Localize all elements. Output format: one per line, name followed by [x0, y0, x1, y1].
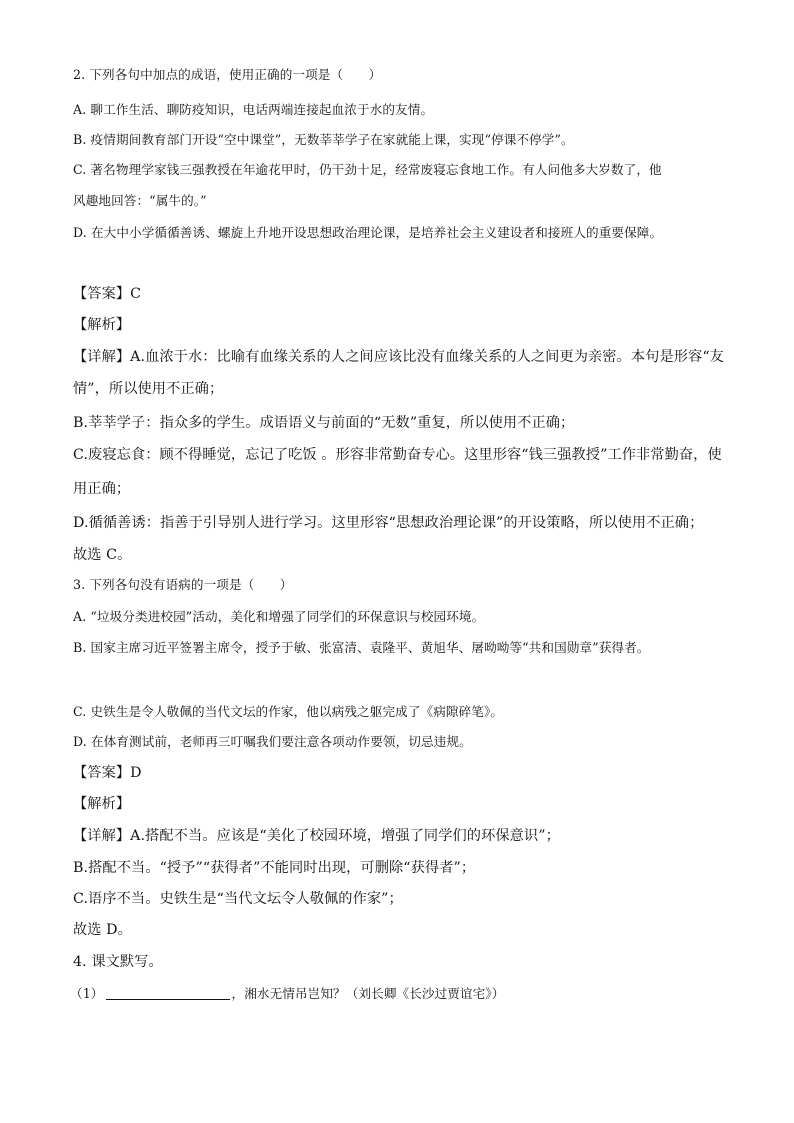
q2-option-c-line1: C. 著名物理学家钱三强教授在年逾花甲时，仍干劲十足，经常废寝忘食地工作。有人问他多大岁数了，他	[73, 162, 662, 177]
q4-item-1-number: （1）	[70, 986, 104, 1001]
q2-detail-line1: 【详解】A.血浓于水：比喻有血缘关系的人之间应该比没有血缘关系的人之间更为亲密。本句是形容“友	[73, 349, 724, 365]
q3-analysis-label: 【解析】	[73, 796, 131, 812]
q2-detail-line6: D.循循善诱：指善于引导别人进行学习。这里形容“思想政治理论课”的开设策略，所以使用不正确；	[73, 515, 704, 531]
q3-title: 3. 下列各句没有语病的一项是（ ）	[73, 577, 293, 592]
q3-detail-line2: B.搭配不当。“授予”“获得者”不能同时出现，可删除“获得者”；	[73, 860, 476, 876]
q2-detail-line5: 用正确；	[73, 481, 131, 497]
q3-detail-line3: C.语序不当。史铁生是“当代文坛令人敬佩的作家”；	[73, 891, 403, 907]
fill-in-blank[interactable]	[106, 985, 230, 1000]
q4-item-1-text: ，湘水无情吊岂知？（刘长卿《长沙过贾谊宅》）	[231, 986, 505, 1001]
q2-answer: 【答案】C	[73, 286, 142, 302]
q2-detail-line2: 情”，所以使用不正确；	[73, 381, 224, 397]
q2-detail-line4: C.废寝忘食：顾不得睡觉，忘记了吃饭 。形容非常勤奋专心。这里形容“钱三强教授”工作非常勤奋，使	[73, 447, 722, 463]
q2-title: 2. 下列各句中加点的成语，使用正确的一项是（ ）	[73, 67, 382, 82]
q2-analysis-label: 【解析】	[73, 317, 131, 333]
q2-conclusion: 故选 C。	[73, 547, 132, 563]
q3-option-d: D. 在体育测试前，老师再三叮嘱我们要注意各项动作要领，切忌违规。	[73, 734, 472, 749]
q2-option-c-line2: 风趣地回答：“属牛的。”	[73, 193, 207, 208]
q2-detail-line3: B.莘莘学子：指众多的学生。成语语义与前面的“无数”重复，所以使用不正确；	[73, 415, 575, 431]
q2-option-d: D. 在大中小学循循善诱、螺旋上升地开设思想政治理论课，是培养社会主义建设者和接班人的重要保障。	[73, 225, 663, 240]
q2-option-a: A. 聊工作生活、聊防疫知识，电话两端连接起血浓于水的友情。	[73, 102, 434, 117]
q4-item-1	[70, 985, 504, 1003]
q3-detail-line1: 【详解】A.搭配不当。应该是“美化了校园环境，增强了同学们的环保意识”；	[73, 828, 560, 844]
q3-conclusion: 故选 D。	[73, 922, 132, 938]
q3-option-c: C. 史铁生是令人敬佩的当代文坛的作家，他以病残之躯完成了《病隙碎笔》。	[73, 704, 504, 719]
q3-option-a: A. “垃圾分类进校园”活动，美化和增强了同学们的环保意识与校园环境。	[73, 609, 485, 624]
q3-option-b: B. 国家主席习近平签署主席令，授予于敏、张富清、袁隆平、黄旭华、屠呦呦等“共和国勋章”获得者。	[73, 640, 650, 655]
q2-option-b: B. 疫情期间教育部门开设“空中课堂”，无数莘莘学子在家就能上课，实现“停课不停学”。	[73, 132, 574, 147]
q3-answer: 【答案】D	[73, 765, 142, 781]
q4-title: 4. 课文默写。	[73, 954, 163, 970]
